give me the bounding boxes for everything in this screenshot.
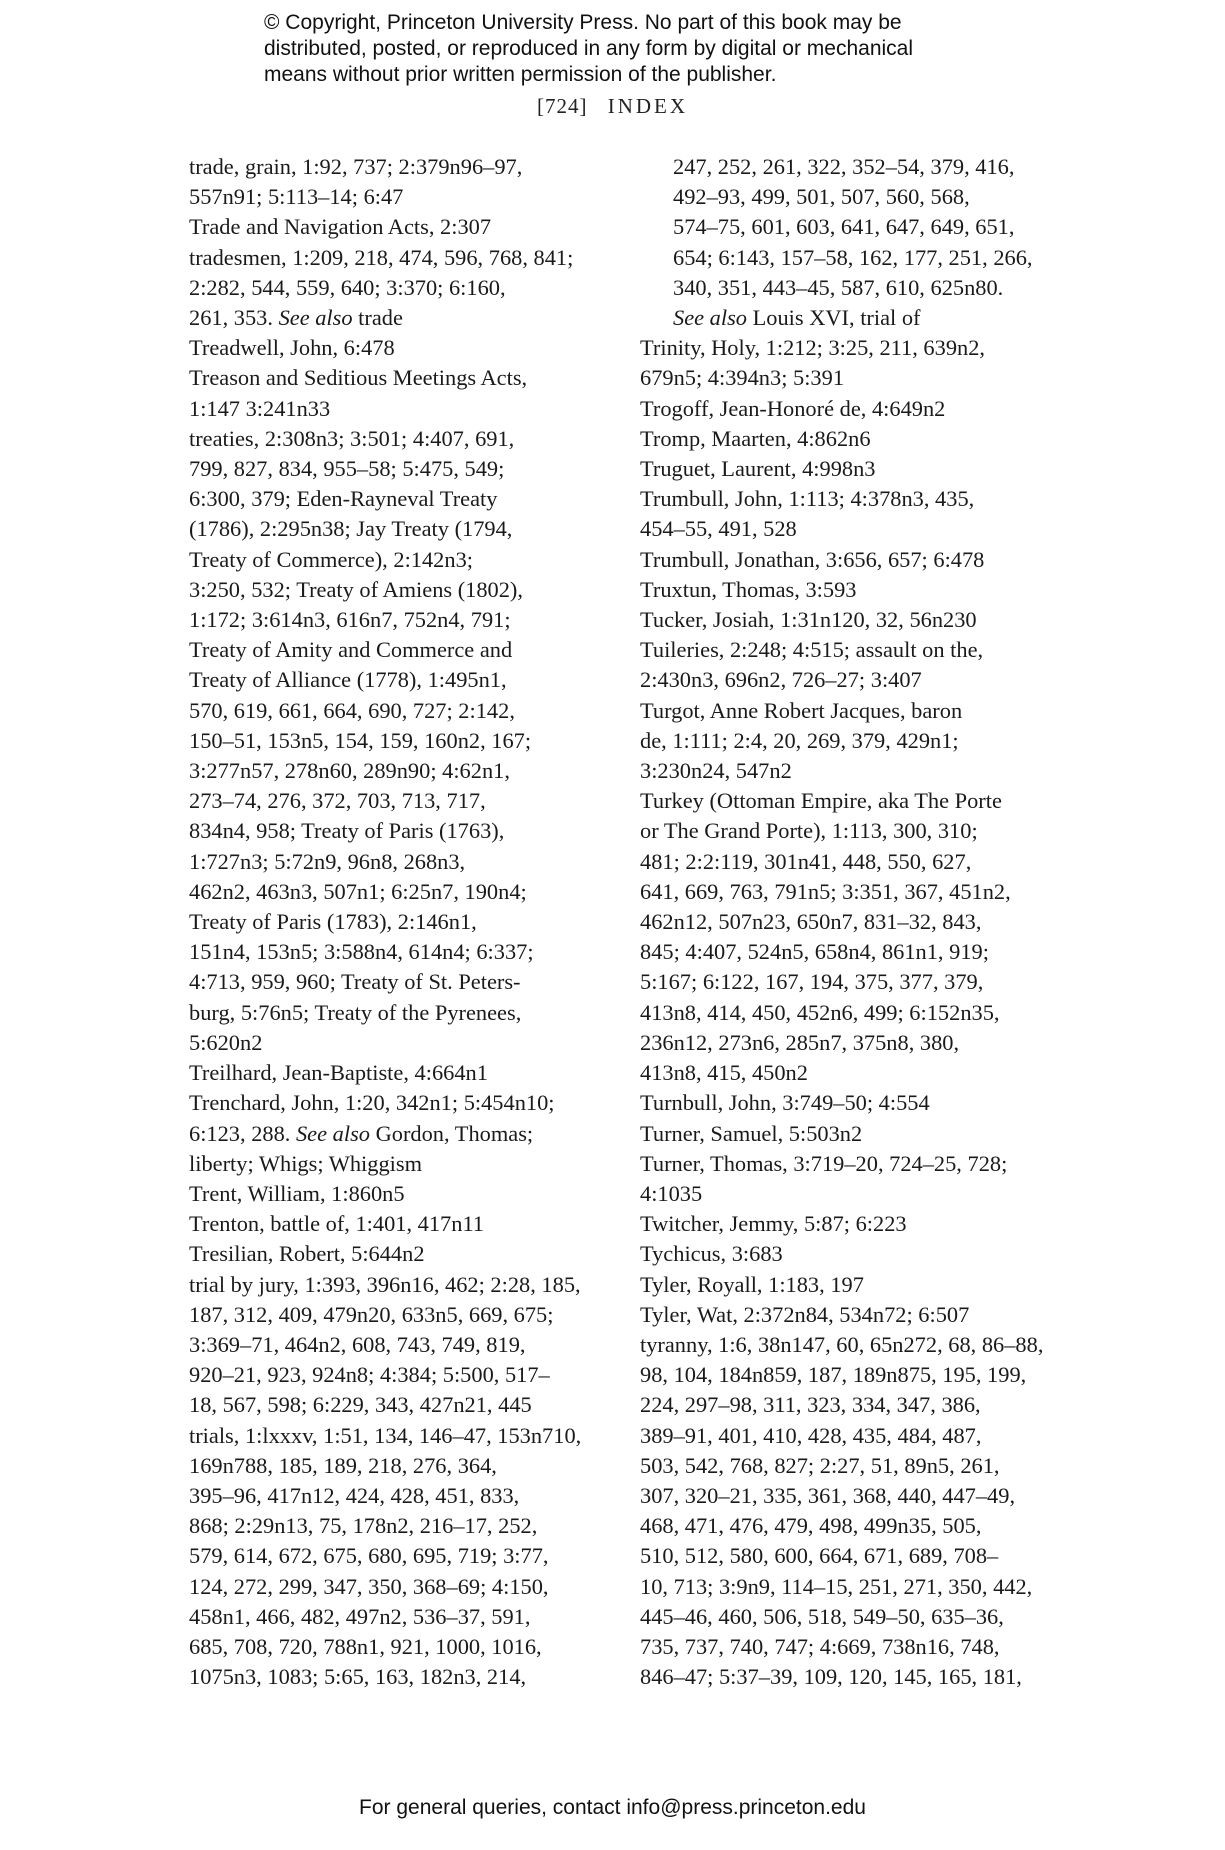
index-entry-line: 187, 312, 409, 479n20, 633n5, 669, 675; — [189, 1301, 554, 1327]
index-entry — [640, 1300, 1060, 1330]
index-entry-line: 834n4, 958; Treaty of Paris (1763), — [189, 818, 505, 844]
index-entry-line: 503, 542, 768, 827; 2:27, 51, 89n5, 261, — [640, 1452, 1000, 1478]
index-entry — [640, 484, 1060, 544]
index-entry-line: 5:167; 6:122, 167, 194, 375, 377, 379, — [640, 969, 984, 995]
index-entry-line: 1:147 3:241n33 — [189, 395, 331, 421]
index-entry-line: Trumbull, Jonathan, 3:656, 657; 6:478 — [640, 546, 985, 572]
index-entry — [640, 786, 1060, 1088]
index-entry — [640, 1330, 1060, 1692]
index-entry-line: Treaty of Alliance (1778), 1:495n1, — [189, 667, 507, 693]
index-entry — [189, 1058, 609, 1088]
index-entry-line: Tychicus, 3:683 — [640, 1241, 783, 1267]
index-entry-line: 150–51, 153n5, 154, 159, 160n2, 167; — [189, 727, 532, 753]
index-entry-line: Twitcher, Jemmy, 5:87; 6:223 — [640, 1211, 907, 1237]
index-entry-line: Trade and Navigation Acts, 2:307 — [189, 214, 492, 240]
index-entry-line: tyranny, 1:6, 38n147, 60, 65n272, 68, 86–88, — [640, 1331, 1044, 1357]
index-entry-line: 273–74, 276, 372, 703, 713, 717, — [189, 788, 486, 814]
index-entry-line: Trinity, Holy, 1:212; 3:25, 211, 639n2, — [640, 335, 986, 361]
index-entry-line: 2:430n3, 696n2, 726–27; 3:407 — [640, 667, 922, 693]
index-entry — [640, 1119, 1060, 1149]
index-entry-line: Truguet, Laurent, 4:998n3 — [640, 456, 876, 482]
index-entry-line: 151n4, 153n5; 3:588n4, 614n4; 6:337; — [189, 939, 534, 965]
index-entry-line: Turner, Thomas, 3:719–20, 724–25, 728; — [640, 1150, 1008, 1176]
index-entry — [640, 1239, 1060, 1269]
index-entry-line: 124, 272, 299, 347, 350, 368–69; 4:150, — [189, 1573, 549, 1599]
index-entry-line: 261, 353. See also trade — [189, 305, 403, 331]
index-entry-line: 845; 4:407, 524n5, 658n4, 861n1, 919; — [640, 939, 989, 965]
index-entry-line: 413n8, 414, 450, 452n6, 499; 6:152n35, — [640, 999, 1000, 1025]
index-entry-line: 1:727n3; 5:72n9, 96n8, 268n3, — [189, 848, 466, 874]
index-entry-line: Turkey (Ottoman Empire, aka The Porte — [640, 788, 1002, 814]
index-entry-line: trials, 1:lxxxv, 1:51, 134, 146–47, 153n710, — [189, 1422, 582, 1448]
copyright-line: © Copyright, Princeton University Press. No part of this book may be — [264, 11, 902, 34]
index-entry-line: 2:282, 544, 559, 640; 3:370; 6:160, — [189, 274, 506, 300]
index-entry — [189, 1270, 609, 1421]
copyright-line: distributed, posted, or reproduced in any form by digital or mechanical — [264, 37, 914, 60]
index-entry — [189, 212, 609, 242]
index-entry-line: 799, 827, 834, 955–58; 5:475, 549; — [189, 456, 505, 482]
index-entry-line: 98, 104, 184n859, 187, 189n875, 195, 199, — [640, 1362, 1027, 1388]
running-header — [0, 94, 1225, 119]
index-entry-line: 10, 713; 3:9n9, 114–15, 251, 271, 350, 442, — [640, 1573, 1033, 1599]
see-also-label: See also — [295, 1120, 370, 1146]
index-entry-line: Turnbull, John, 3:749–50; 4:554 — [640, 1090, 930, 1116]
index-entry-line: 510, 512, 580, 600, 664, 671, 689, 708– — [640, 1543, 999, 1569]
index-entry-line: Tromp, Maarten, 4:862n6 — [640, 425, 871, 451]
index-entry — [640, 696, 1060, 787]
index-entry — [189, 1421, 609, 1693]
index-entry — [640, 152, 1060, 333]
index-entry-line: Tuileries, 2:248; 4:515; assault on the, — [640, 637, 984, 663]
index-entry-line: 389–91, 401, 410, 428, 435, 484, 487, — [640, 1422, 982, 1448]
index-entry-line: 1075n3, 1083; 5:65, 163, 182n3, 214, — [189, 1664, 527, 1690]
index-entry-line: 1:172; 3:614n3, 616n7, 752n4, 791; — [189, 607, 511, 633]
index-entry-line: 236n12, 273n6, 285n7, 375n8, 380, — [640, 1029, 960, 1055]
index-entry-line: Treilhard, Jean-Baptiste, 4:664n1 — [189, 1060, 488, 1086]
index-entry — [189, 1239, 609, 1269]
index-entry-line: 458n1, 466, 482, 497n2, 536–37, 591, — [189, 1603, 531, 1629]
index-entry-line: 685, 708, 720, 788n1, 921, 1000, 1016, — [189, 1633, 542, 1659]
index-entry-line: 641, 669, 763, 791n5; 3:351, 367, 451n2, — [640, 878, 1011, 904]
index-entry-line: Treaty of Amity and Commerce and — [189, 637, 513, 663]
index-entry-line: See also Louis XVI, trial of — [673, 305, 921, 331]
index-entry — [640, 454, 1060, 484]
index-entry — [189, 1179, 609, 1209]
index-entry-line: 920–21, 923, 924n8; 4:384; 5:500, 517– — [189, 1362, 550, 1388]
copyright-line: means without prior written permission of the publisher. — [264, 63, 777, 86]
index-entry-line: 5:620n2 — [189, 1029, 263, 1055]
index-entry — [640, 575, 1060, 605]
index-entry-line: 18, 567, 598; 6:229, 343, 427n21, 445 — [189, 1392, 532, 1418]
index-entry-line: Treason and Seditious Meetings Acts, — [189, 365, 528, 391]
index-entry-line: 4:713, 959, 960; Treaty of St. Peters- — [189, 969, 521, 995]
index-entry-line: 579, 614, 672, 675, 680, 695, 719; 3:77, — [189, 1543, 549, 1569]
index-entry — [189, 243, 609, 334]
index-entry-line: 3:230n24, 547n2 — [640, 758, 792, 784]
index-entry-line: Treaty of Paris (1783), 2:146n1, — [189, 909, 477, 935]
index-entry-line: Trent, William, 1:860n5 — [189, 1180, 405, 1206]
index-entry-line: 462n2, 463n3, 507n1; 6:25n7, 190n4; — [189, 878, 527, 904]
index-entry-line: 846–47; 5:37–39, 109, 120, 145, 165, 181, — [640, 1664, 1022, 1690]
index-entry-line: 679n5; 4:394n3; 5:391 — [640, 365, 845, 391]
index-entry — [640, 333, 1060, 393]
index-entry-line: 6:300, 379; Eden-Rayneval Treaty — [189, 486, 498, 512]
see-also-label: See also — [278, 305, 353, 331]
index-entry-line: Treaty of Commerce), 2:142n3; — [189, 546, 473, 572]
index-entry-line: 574–75, 601, 603, 641, 647, 649, 651, — [673, 214, 1015, 240]
index-entry-line: Tyler, Royall, 1:183, 197 — [640, 1271, 864, 1297]
index-entry-line: 492–93, 499, 501, 507, 560, 568, — [673, 184, 970, 210]
index-entry-line: de, 1:111; 2:4, 20, 269, 379, 429n1; — [640, 727, 959, 753]
index-entry — [640, 424, 1060, 454]
index-entry-line: treaties, 2:308n3; 3:501; 4:407, 691, — [189, 425, 515, 451]
index-entry — [640, 605, 1060, 635]
index-entry-line: 4:1035 — [640, 1180, 703, 1206]
index-column-right — [640, 152, 1060, 1692]
header-title: INDEX — [607, 94, 689, 118]
index-entry — [189, 333, 609, 363]
index-entry-line: 654; 6:143, 157–58, 162, 177, 251, 266, — [673, 244, 1033, 270]
index-entry-line: 307, 320–21, 335, 361, 368, 440, 447–49, — [640, 1482, 1016, 1508]
index-entry-line: Treadwell, John, 6:478 — [189, 335, 395, 361]
index-entry-line: Trenton, battle of, 1:401, 417n11 — [189, 1211, 485, 1237]
index-entry — [189, 363, 609, 423]
index-entry-line: Turner, Samuel, 5:503n2 — [640, 1120, 863, 1146]
index-entry-line: 340, 351, 443–45, 587, 610, 625n80. — [673, 274, 1004, 300]
index-entry — [640, 1149, 1060, 1209]
index-entry-line: 557n91; 5:113–14; 6:47 — [189, 184, 404, 210]
copyright-notice — [264, 10, 1024, 88]
index-entry-line: 169n788, 185, 189, 218, 276, 364, — [189, 1452, 497, 1478]
index-entry — [640, 545, 1060, 575]
index-entry — [640, 1088, 1060, 1118]
index-entry-line: trial by jury, 1:393, 396n16, 462; 2:28, 185, — [189, 1271, 581, 1297]
index-entry-line: Truxtun, Thomas, 3:593 — [640, 576, 857, 602]
footer-contact: For general queries, contact info@press.princeton.edu — [359, 1796, 866, 1819]
page-number: [724] — [536, 94, 588, 118]
index-entry-line: 462n12, 507n23, 650n7, 831–32, 843, — [640, 909, 982, 935]
index-entry-line: (1786), 2:295n38; Jay Treaty (1794, — [189, 516, 513, 542]
index-column-left — [189, 152, 609, 1692]
index-entry-line: 3:369–71, 464n2, 608, 743, 749, 819, — [189, 1331, 526, 1357]
index-entry — [640, 1270, 1060, 1300]
index-entry-line: 3:277n57, 278n60, 289n90; 4:62n1, — [189, 758, 510, 784]
index-entry — [189, 424, 609, 1058]
index-entry-line: or The Grand Porte), 1:113, 300, 310; — [640, 818, 978, 844]
index-entry-line: 3:250, 532; Treaty of Amiens (1802), — [189, 576, 523, 602]
index-entry-line: Tucker, Josiah, 1:31n120, 32, 56n230 — [640, 607, 977, 633]
index-entry-line: Trenchard, John, 1:20, 342n1; 5:454n10; — [189, 1090, 555, 1116]
index-entry — [640, 1209, 1060, 1239]
index-entry-line: 468, 471, 476, 479, 498, 499n35, 505, — [640, 1513, 982, 1539]
index-entry-line: 247, 252, 261, 322, 352–54, 379, 416, — [673, 154, 1015, 179]
index-entry — [189, 1209, 609, 1239]
index-entry-line: 570, 619, 661, 664, 690, 727; 2:142, — [189, 697, 515, 723]
index-entry-line: 6:123, 288. See also Gordon, Thomas; — [189, 1120, 534, 1146]
index-entry-line: tradesmen, 1:209, 218, 474, 596, 768, 841; — [189, 244, 574, 270]
index-entry — [189, 1088, 609, 1179]
index-entry-line: burg, 5:76n5; Treaty of the Pyrenees, — [189, 999, 522, 1025]
index-entry-line: 224, 297–98, 311, 323, 334, 347, 386, — [640, 1392, 981, 1418]
index-entry-line: 445–46, 460, 506, 518, 549–50, 635–36, — [640, 1603, 1004, 1629]
index-entry-line: Trogoff, Jean-Honoré de, 4:649n2 — [640, 395, 946, 421]
index-entry-line: Trumbull, John, 1:113; 4:378n3, 435, — [640, 486, 975, 512]
index-entry-line: trade, grain, 1:92, 737; 2:379n96–97, — [189, 154, 523, 179]
index-entry-line: 481; 2:2:119, 301n41, 448, 550, 627, — [640, 848, 972, 874]
index-entry-line: Tyler, Wat, 2:372n84, 534n72; 6:507 — [640, 1301, 970, 1327]
index-entry-line: 735, 737, 740, 747; 4:669, 738n16, 748, — [640, 1633, 1000, 1659]
index-entry-line: 413n8, 415, 450n2 — [640, 1060, 808, 1086]
index-entry-line: liberty; Whigs; Whiggism — [189, 1150, 423, 1176]
index-entry-line: Turgot, Anne Robert Jacques, baron — [640, 697, 963, 723]
see-also-label: See also — [673, 305, 747, 331]
index-entry-line: Tresilian, Robert, 5:644n2 — [189, 1241, 425, 1267]
index-entry-line: 454–55, 491, 528 — [640, 516, 797, 542]
index-entry — [640, 394, 1060, 424]
index-entry — [189, 152, 609, 212]
index-entry-line: 395–96, 417n12, 424, 428, 451, 833, — [189, 1482, 520, 1508]
index-entry-line: 868; 2:29n13, 75, 178n2, 216–17, 252, — [189, 1513, 538, 1539]
index-entry — [640, 635, 1060, 695]
